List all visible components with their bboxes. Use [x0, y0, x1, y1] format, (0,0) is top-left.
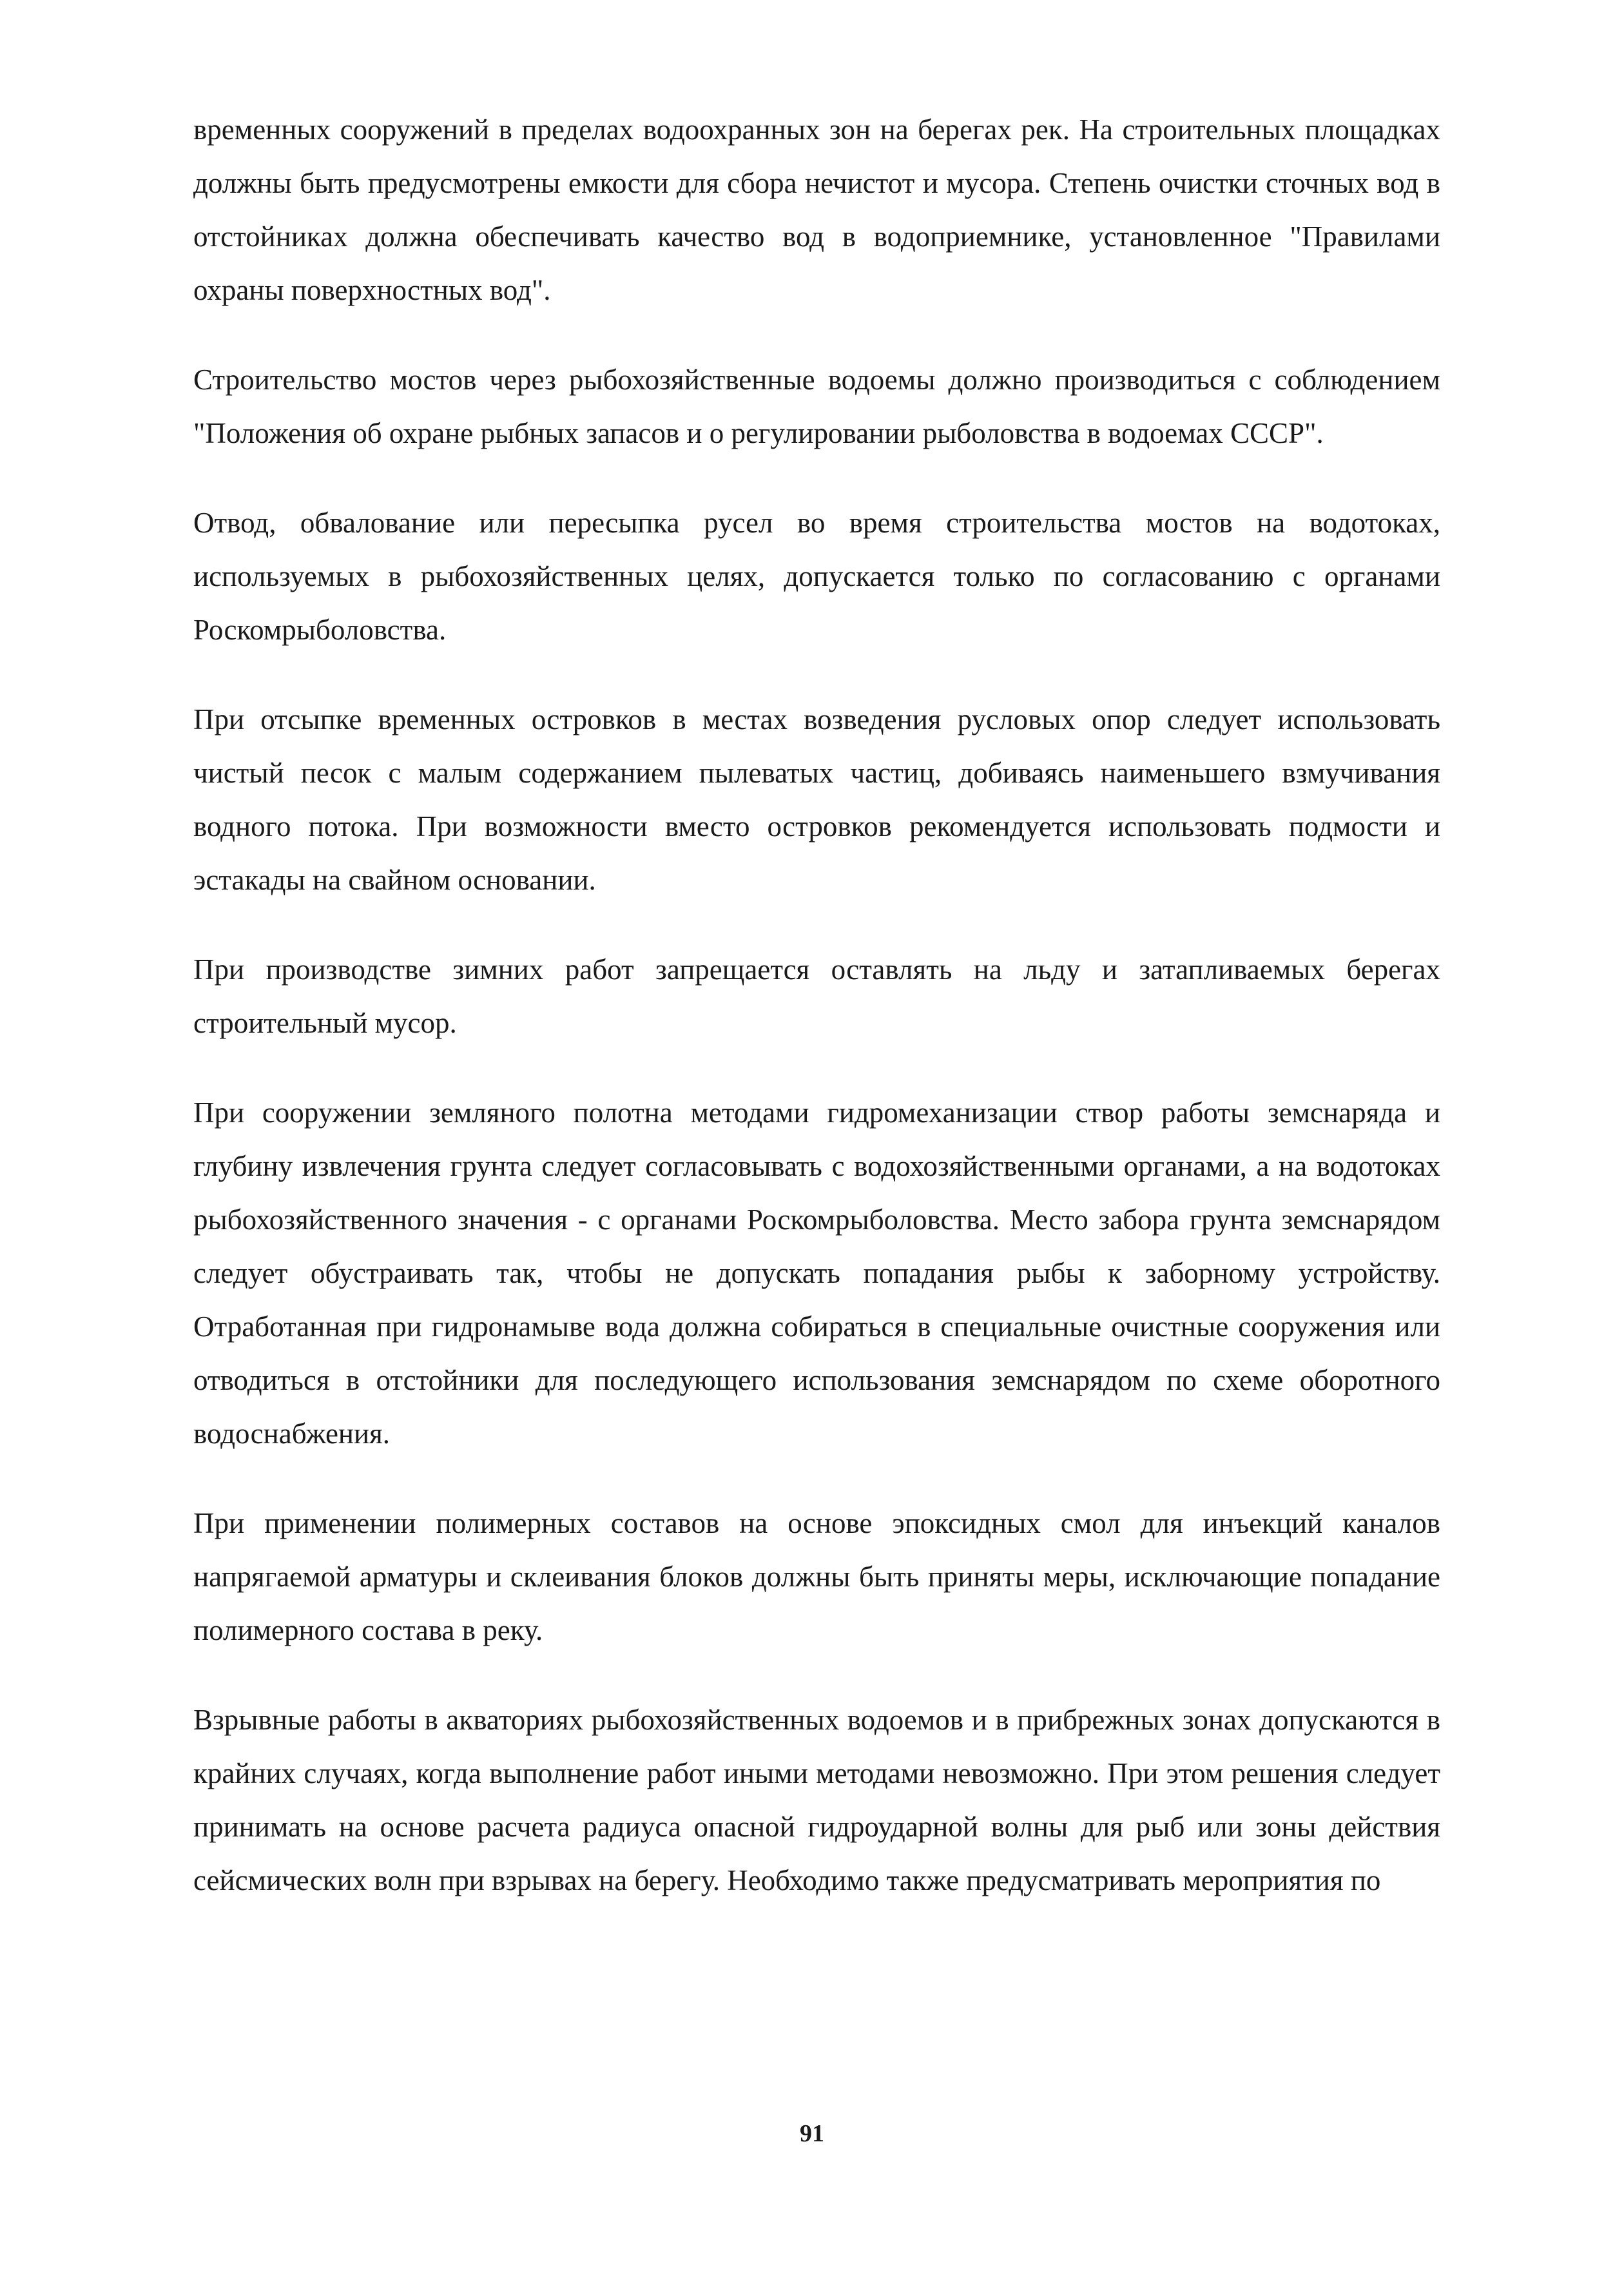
paragraph-island-filling: При отсыпке временных островков в местах возведения русловых опор следует использовать чистый песок с малым содержанием пылеватых частиц, добиваясь наименьшего взмучивания водного потока. При возможности вместо островков рекомендуется использовать подмости и эстакады на свайном основании. [193, 703, 1440, 896]
paragraph-blasting-works: Взрывные работы в акваториях рыбохозяйственных водоемов и в прибрежных зонах допускаются в крайних случаях, когда выполнение работ иными методами невозможно. При этом решения следует принимать на основе расчета радиуса опасной гидроударной волны для рыб или зоны действия сейсмических волн при взрывах на берегу. Необходимо также предусматривать мероприятия по [193, 1704, 1440, 1896]
paragraph-polymer-compounds: При применении полимерных составов на основе эпоксидных смол для инъекций каналов напрягаемой арматуры и склеивания блоков должны быть приняты меры, исключающие попадание полимерного состава в реку. [193, 1507, 1440, 1646]
paragraph-hydromechanization: При сооружении земляного полотна методами гидромеханизации створ работы земснаряда и глубину извлечения грунта следует согласовывать с водохозяйственными органами, а на водотоках рыбохозяйственного значения - с органами Роскомрыболовства. Место забора грунта земснарядом следует обустраивать так, чтобы не допускать попадания рыбы к заборному устройству. Отработанная при гидронамыве вода должна собираться в специальные очистные сооружения или отводиться в отстойники для последующего использования земснарядом по схеме оборотного водоснабжения. [193, 1096, 1440, 1450]
paragraph-temporary-structures: временных сооружений в пределах водоохранных зон на берегах рек. На строительных площадках должны быть предусмотрены емкости для сбора нечистот и мусора. Степень очистки сточных вод в отстойниках должна обеспечивать качество вод в водоприемнике, установленное "Правилами охраны поверхностных вод". [193, 113, 1440, 306]
paragraph-winter-works: При производстве зимних работ запрещается оставлять на льду и затапливаемых берегах строительный мусор. [193, 953, 1440, 1039]
body-text [193, 103, 1440, 1943]
paragraph-channel-diversion: Отвод, обвалование или пересыпка русел во время строительства мостов на водотоках, используемых в рыбохозяйственных целях, допускается только по согласованию с органами Роскомрыболовства. [193, 507, 1440, 646]
page-number: 91 [800, 2120, 824, 2147]
paragraph-bridge-construction: Строительство мостов через рыбохозяйственные водоемы должно производиться с соблюдением "Положения об охране рыбных запасов и о регулировании рыболовства в водоемах СССР". [193, 364, 1440, 449]
